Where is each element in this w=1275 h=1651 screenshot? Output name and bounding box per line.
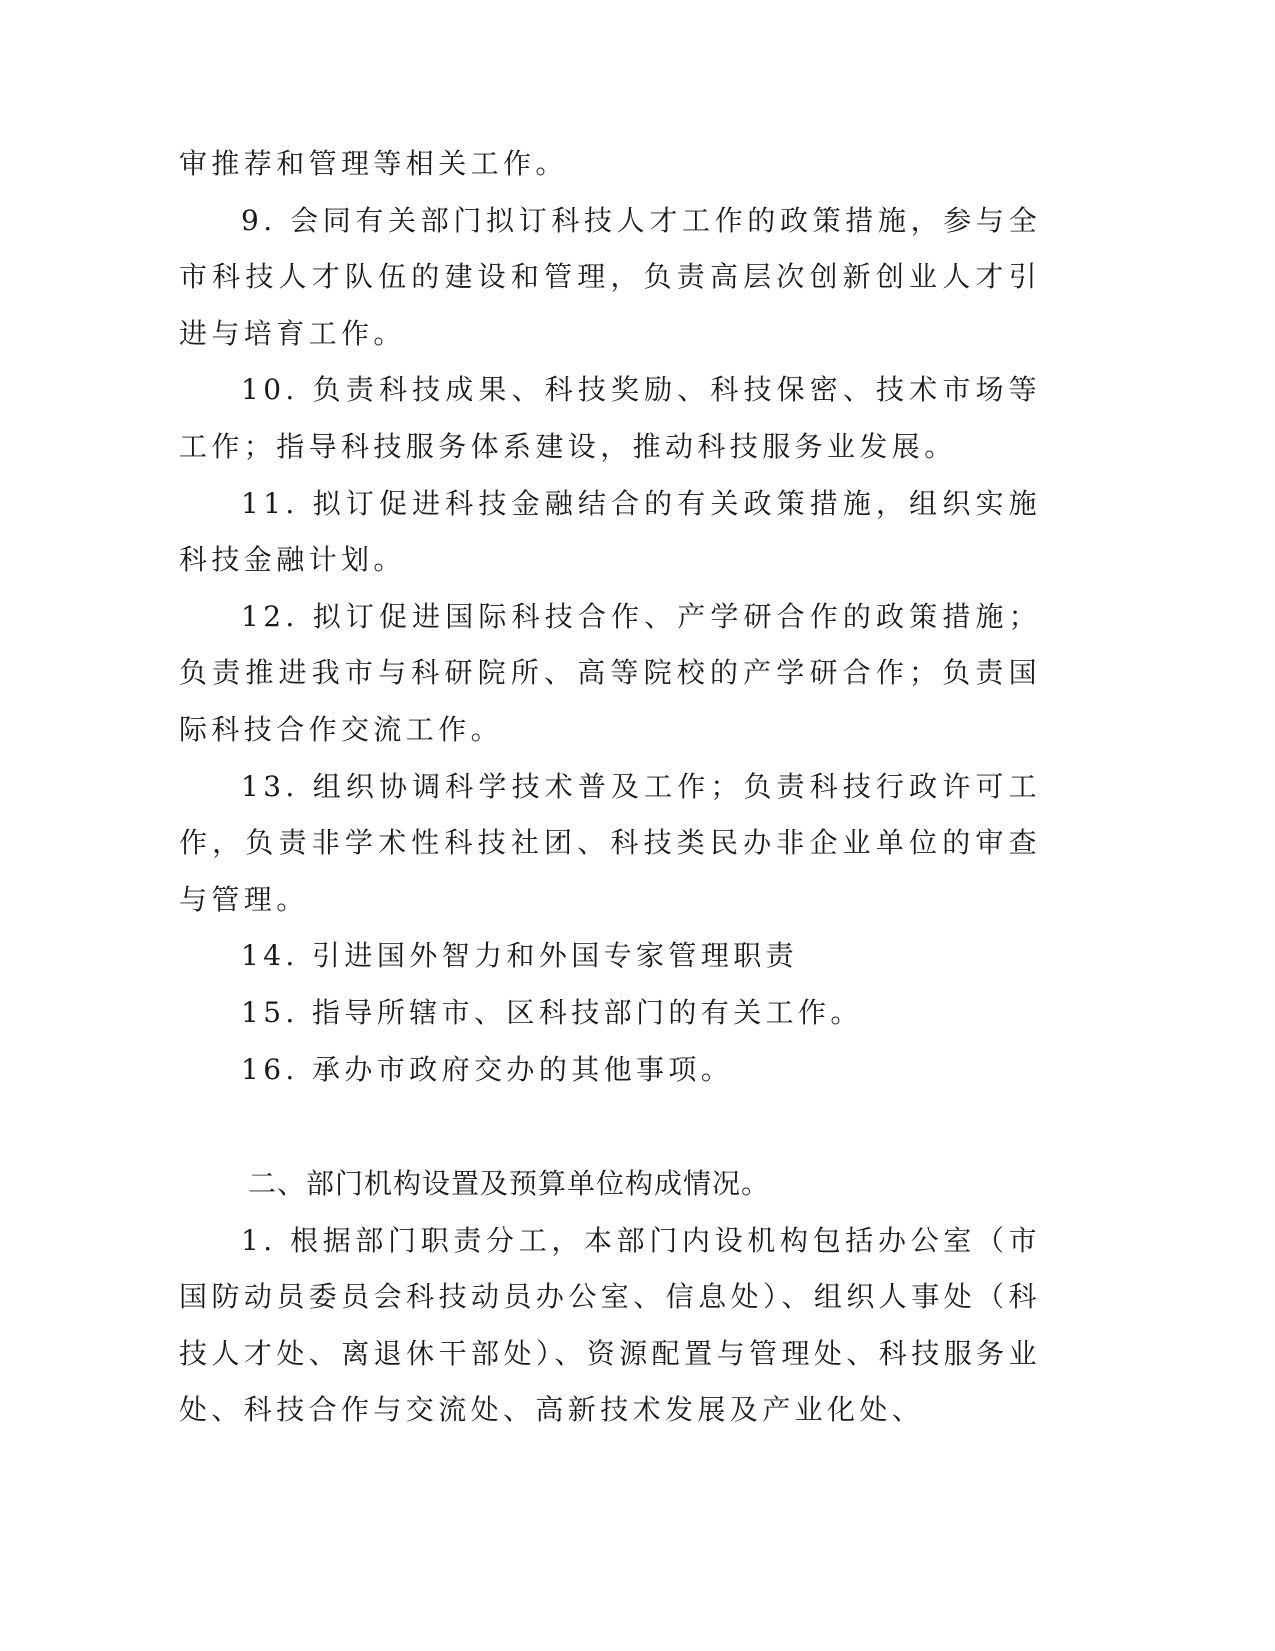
section-spacer — [179, 1098, 1041, 1156]
section-heading: 二、部门机构设置及预算单位构成情况。 — [248, 1167, 771, 1201]
paragraph-item-11: 11. 拟订促进科技金融结合的有关政策措施，组织实施科技金融计划。 — [179, 486, 1041, 577]
paragraph-continuation: 审推荐和管理等相关工作。 — [179, 147, 568, 180]
paragraph-section-item-1: 1. 根据部门职责分工，本部门内设机构包括办公室（市国防动员委员会科技动员办公室、信息处）、组织人事处（科技人才处、离退休干部处）、资源配置与管理处、科技服务业处、科技合作与交流处、高新技术发展及产业化处、 — [179, 1223, 1041, 1427]
document-page — [179, 136, 1041, 1439]
paragraph-item-14: 14. 引进国外智力和外国专家管理职责 — [241, 939, 799, 973]
paragraph-item-9: 9. 会同有关部门拟订科技人才工作的政策措施，参与全市科技人才队伍的建设和管理，负责高层次创新创业人才引进与培育工作。 — [179, 203, 1041, 350]
paragraph-item-16: 16. 承办市政府交办的其他事项。 — [241, 1052, 734, 1086]
paragraph-item-15: 15. 指导所辖市、区科技部门的有关工作。 — [241, 995, 863, 1029]
paragraph-item-12: 12. 拟订促进国际科技合作、产学研合作的政策措施；负责推进我市与科研院所、高等院校的产学研合作；负责国际科技合作交流工作。 — [179, 599, 1041, 746]
paragraph-item-10: 10. 负责科技成果、科技奖励、科技保密、技术市场等工作；指导科技服务体系建设，推动科技服务业发展。 — [179, 373, 1041, 463]
paragraph-item-13: 13. 组织协调科学技术普及工作；负责科技行政许可工作，负责非学术性科技社团、科技类民办非企业单位的审查与管理。 — [179, 769, 1041, 916]
